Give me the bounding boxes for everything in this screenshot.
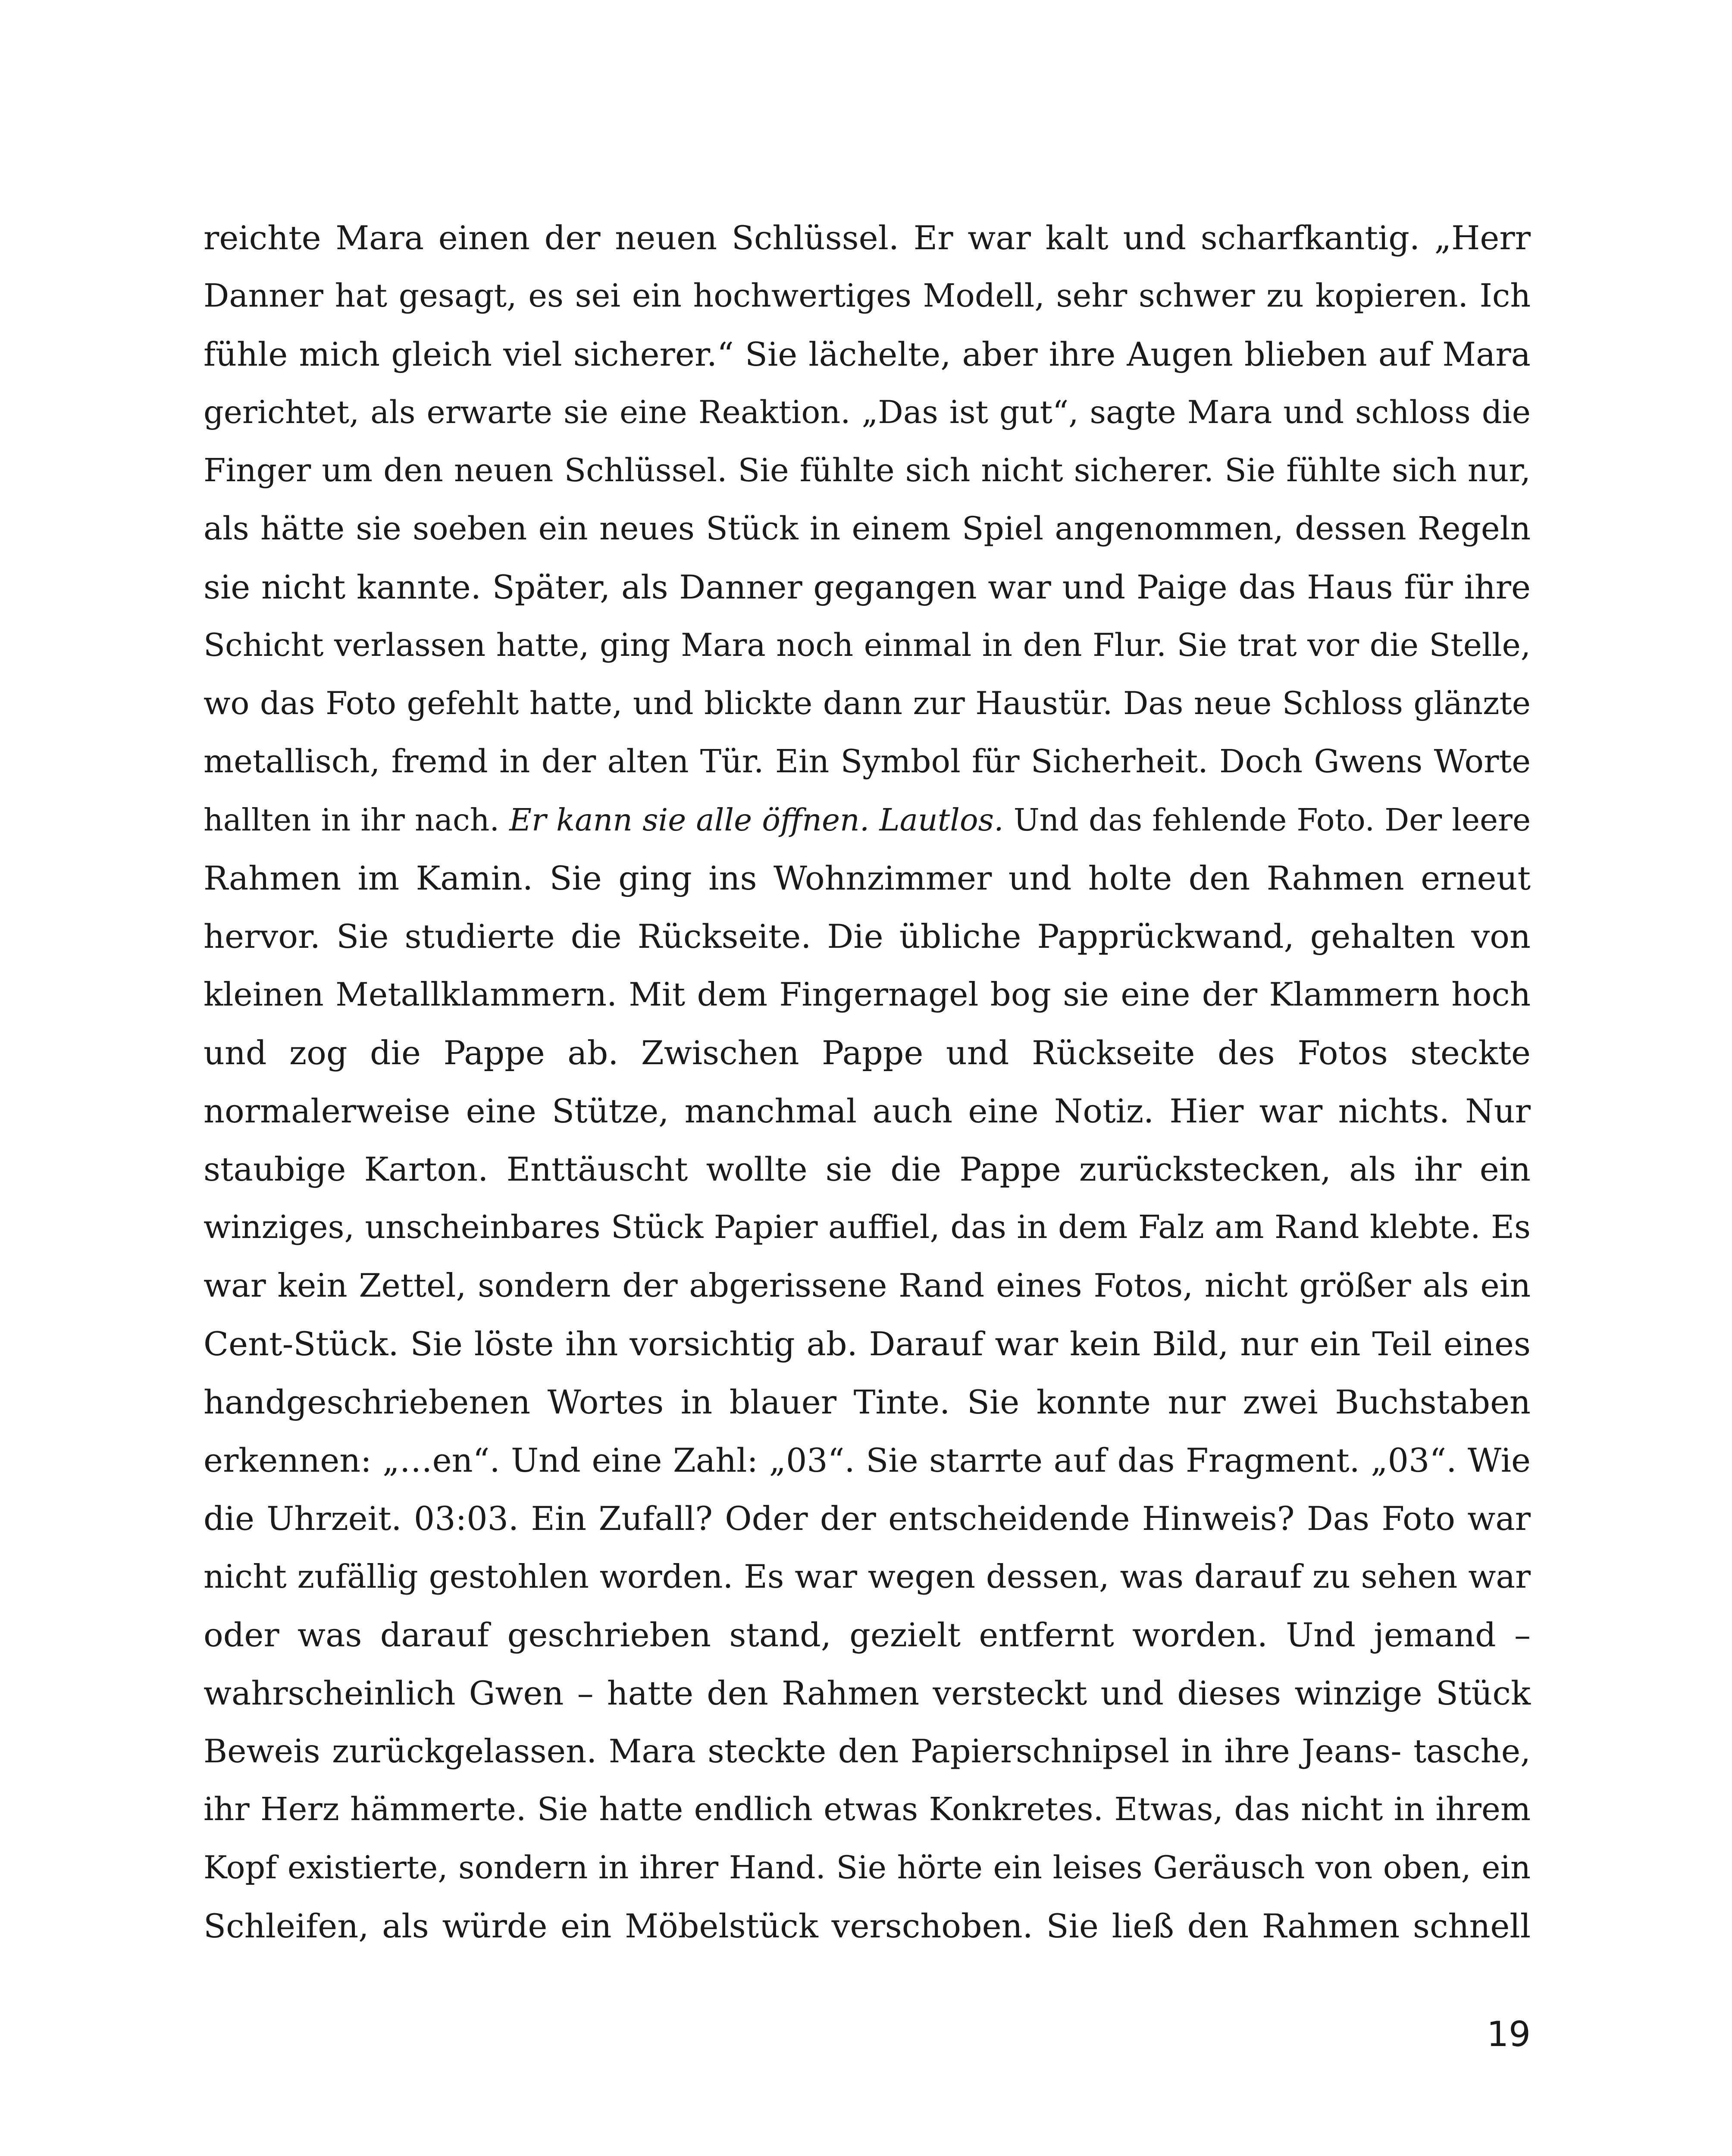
page-number: 19 [1487,2014,1531,2054]
text-line: normalerweise eine Stütze, manchmal auch eine Notiz. Hier war nichts. Nur [204,1092,1531,1130]
body-text [204,209,1531,1955]
text-line: gerichtet, als erwarte sie eine Reaktion. „Das ist gut“, sagte Mara und schloss die [204,394,1531,431]
italic-phrase: Er kann sie alle öffnen. Lautlos. [509,802,1004,838]
text-line: Cent-Stück. Sie löste ihn vorsichtig ab. Darauf war kein Bild, nur ein Teil eines [204,1325,1531,1363]
text-line: winziges, unscheinbares Stück Papier auffiel, das in dem Falz am Rand klebte. Es [204,1209,1531,1246]
text-line: Schicht verlassen hatte, ging Mara noch einmal in den Flur. Sie trat vor die Stelle, [204,627,1531,664]
text-line: handgeschriebenen Wortes in blauer Tinte. Sie konnte nur zwei Buchstaben [204,1383,1531,1421]
text-line: war kein Zettel, sondern der abgerissene Rand eines Fotos, nicht größer als ein [204,1266,1531,1304]
text-line: und zog die Pappe ab. Zwischen Pappe und Rückseite des Fotos steckte [204,1034,1531,1072]
text-line: sie nicht kannte. Später, als Danner gegangen war und Paige das Haus für ihre [204,568,1531,606]
text-line: als hätte sie soeben ein neues Stück in einem Spiel angenommen, dessen Regeln [204,510,1531,547]
text-line: reichte Mara einen der neuen Schlüssel. Er war kalt und scharfkantig. „Herr [204,219,1531,257]
text-line: erkennen: „…en“. Und eine Zahl: „03“. Sie starrte auf das Fragment. „03“. Wie [204,1441,1531,1479]
text-line: hervor. Sie studierte die Rückseite. Die übliche Papprückwand, gehalten von [204,917,1531,956]
text-line: metallisch, fremd in der alten Tür. Ein Symbol für Sicherheit. Doch Gwens Worte [204,743,1531,780]
text-line: nicht zufällig gestohlen worden. Es war wegen dessen, was darauf zu sehen war [204,1557,1531,1595]
text-line: Rahmen im Kamin. Sie ging ins Wohnzimmer und holte den Rahmen erneut [204,859,1531,897]
text-line: kleinen Metallklammern. Mit dem Fingernagel bog sie eine der Klammern hoch [204,975,1531,1013]
text-line: die Uhrzeit. 03:03. Ein Zufall? Oder der entscheidende Hinweis? Das Foto war [204,1499,1531,1538]
text-line: wo das Foto gefehlt hatte, und blickte dann zur Haustür. Das neue Schloss glänzte [204,685,1531,722]
text-line: oder was darauf geschrieben stand, gezielt entfernt worden. Und jemand – [204,1616,1531,1654]
text-line: fühle mich gleich viel sicherer.“ Sie lächelte, aber ihre Augen blieben auf Mara [204,335,1531,373]
text-line: ihr Herz hämmerte. Sie hatte endlich etwas Konkretes. Etwas, das nicht in ihrem [204,1791,1531,1828]
text-line: Kopf existierte, sondern in ihrer Hand. Sie hörte ein leises Geräusch von oben, ein [204,1849,1531,1886]
text-line: Beweis zurückgelassen. Mara steckte den Papierschnipsel in ihre Jeans- tasche, [204,1732,1531,1770]
text-line: Schleifen, als würde ein Möbelstück verschoben. Sie ließ den Rahmen schnell [204,1907,1531,1945]
text-line: hallten in ihr nach. Er kann sie alle öffnen. Lautlos. Und das fehlende Foto. Der leere [204,802,1531,838]
text-line: Danner hat gesagt, es sei ein hochwertiges Modell, sehr schwer zu kopieren. Ich [204,277,1531,314]
text-line: wahrscheinlich Gwen – hatte den Rahmen versteckt und dieses winzige Stück [204,1674,1531,1712]
text-line: staubige Karton. Enttäuscht wollte sie die Pappe zurückstecken, als ihr ein [204,1150,1531,1188]
text-line: Finger um den neuen Schlüssel. Sie fühlte sich nicht sicherer. Sie fühlte sich nur, [204,452,1531,489]
